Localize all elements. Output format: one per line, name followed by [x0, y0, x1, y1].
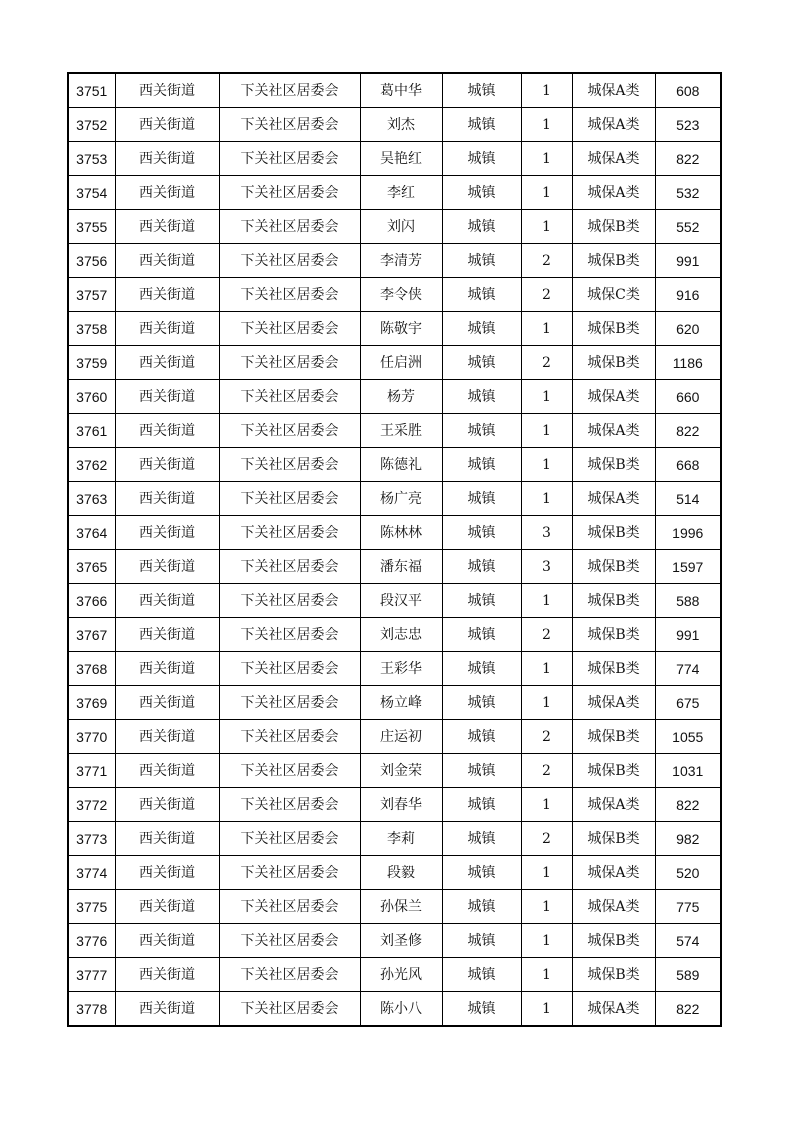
category-cell: 城保A类: [572, 142, 655, 176]
household-size-cell: 1: [521, 958, 572, 992]
category-cell: 城保B类: [572, 924, 655, 958]
amount-cell: 1186: [655, 346, 721, 380]
amount-cell: 982: [655, 822, 721, 856]
serial-number-cell: 3774: [68, 856, 115, 890]
name-cell: 王采胜: [360, 414, 442, 448]
subdistrict-cell: 西关街道: [115, 958, 219, 992]
amount-cell: 822: [655, 142, 721, 176]
serial-number-cell: 3766: [68, 584, 115, 618]
household-size-cell: 1: [521, 210, 572, 244]
benefit-roster-table: [67, 72, 722, 1027]
amount-cell: 520: [655, 856, 721, 890]
amount-cell: 660: [655, 380, 721, 414]
table-body: [68, 73, 721, 1026]
community-cell: 下关社区居委会: [219, 924, 360, 958]
household-size-cell: 2: [521, 278, 572, 312]
community-cell: 下关社区居委会: [219, 482, 360, 516]
table-row: [68, 992, 721, 1027]
community-cell: 下关社区居委会: [219, 788, 360, 822]
subdistrict-cell: 西关街道: [115, 482, 219, 516]
name-cell: 孙光风: [360, 958, 442, 992]
serial-number-cell: 3770: [68, 720, 115, 754]
residence-type-cell: 城镇: [442, 346, 521, 380]
category-cell: 城保B类: [572, 210, 655, 244]
name-cell: 陈德礼: [360, 448, 442, 482]
table-row: [68, 142, 721, 176]
amount-cell: 916: [655, 278, 721, 312]
name-cell: 李清芳: [360, 244, 442, 278]
residence-type-cell: 城镇: [442, 788, 521, 822]
category-cell: 城保B类: [572, 958, 655, 992]
name-cell: 刘闪: [360, 210, 442, 244]
table-row: [68, 346, 721, 380]
table-row: [68, 73, 721, 108]
category-cell: 城保A类: [572, 176, 655, 210]
table-row: [68, 312, 721, 346]
amount-cell: 608: [655, 73, 721, 108]
category-cell: 城保A类: [572, 856, 655, 890]
amount-cell: 822: [655, 992, 721, 1027]
name-cell: 杨芳: [360, 380, 442, 414]
category-cell: 城保A类: [572, 482, 655, 516]
amount-cell: 1597: [655, 550, 721, 584]
household-size-cell: 3: [521, 550, 572, 584]
category-cell: 城保B类: [572, 312, 655, 346]
name-cell: 孙保兰: [360, 890, 442, 924]
amount-cell: 668: [655, 448, 721, 482]
subdistrict-cell: 西关街道: [115, 720, 219, 754]
table-row: [68, 516, 721, 550]
household-size-cell: 1: [521, 73, 572, 108]
residence-type-cell: 城镇: [442, 516, 521, 550]
community-cell: 下关社区居委会: [219, 312, 360, 346]
subdistrict-cell: 西关街道: [115, 312, 219, 346]
subdistrict-cell: 西关街道: [115, 73, 219, 108]
serial-number-cell: 3755: [68, 210, 115, 244]
subdistrict-cell: 西关街道: [115, 210, 219, 244]
name-cell: 刘金荣: [360, 754, 442, 788]
subdistrict-cell: 西关街道: [115, 754, 219, 788]
category-cell: 城保B类: [572, 584, 655, 618]
serial-number-cell: 3769: [68, 686, 115, 720]
table-row: [68, 448, 721, 482]
community-cell: 下关社区居委会: [219, 992, 360, 1027]
household-size-cell: 1: [521, 788, 572, 822]
community-cell: 下关社区居委会: [219, 210, 360, 244]
table-row: [68, 856, 721, 890]
name-cell: 刘杰: [360, 108, 442, 142]
name-cell: 葛中华: [360, 73, 442, 108]
community-cell: 下关社区居委会: [219, 142, 360, 176]
name-cell: 刘春华: [360, 788, 442, 822]
name-cell: 李莉: [360, 822, 442, 856]
table-row: [68, 686, 721, 720]
serial-number-cell: 3767: [68, 618, 115, 652]
community-cell: 下关社区居委会: [219, 720, 360, 754]
category-cell: 城保B类: [572, 448, 655, 482]
residence-type-cell: 城镇: [442, 822, 521, 856]
name-cell: 庄运初: [360, 720, 442, 754]
name-cell: 陈林林: [360, 516, 442, 550]
residence-type-cell: 城镇: [442, 73, 521, 108]
residence-type-cell: 城镇: [442, 652, 521, 686]
residence-type-cell: 城镇: [442, 414, 521, 448]
residence-type-cell: 城镇: [442, 278, 521, 312]
household-size-cell: 1: [521, 924, 572, 958]
table-row: [68, 244, 721, 278]
subdistrict-cell: 西关街道: [115, 924, 219, 958]
table-row: [68, 720, 721, 754]
serial-number-cell: 3775: [68, 890, 115, 924]
table-row: [68, 958, 721, 992]
residence-type-cell: 城镇: [442, 550, 521, 584]
household-size-cell: 2: [521, 720, 572, 754]
subdistrict-cell: 西关街道: [115, 788, 219, 822]
subdistrict-cell: 西关街道: [115, 244, 219, 278]
table-row: [68, 652, 721, 686]
residence-type-cell: 城镇: [442, 482, 521, 516]
category-cell: 城保A类: [572, 992, 655, 1027]
table-row: [68, 618, 721, 652]
amount-cell: 574: [655, 924, 721, 958]
table-row: [68, 414, 721, 448]
community-cell: 下关社区居委会: [219, 686, 360, 720]
amount-cell: 822: [655, 414, 721, 448]
residence-type-cell: 城镇: [442, 380, 521, 414]
name-cell: 刘圣修: [360, 924, 442, 958]
name-cell: 陈小八: [360, 992, 442, 1027]
amount-cell: 675: [655, 686, 721, 720]
serial-number-cell: 3763: [68, 482, 115, 516]
residence-type-cell: 城镇: [442, 618, 521, 652]
household-size-cell: 1: [521, 890, 572, 924]
amount-cell: 532: [655, 176, 721, 210]
table-row: [68, 482, 721, 516]
residence-type-cell: 城镇: [442, 686, 521, 720]
community-cell: 下关社区居委会: [219, 652, 360, 686]
community-cell: 下关社区居委会: [219, 73, 360, 108]
table-row: [68, 754, 721, 788]
residence-type-cell: 城镇: [442, 210, 521, 244]
subdistrict-cell: 西关街道: [115, 380, 219, 414]
table-row: [68, 380, 721, 414]
serial-number-cell: 3764: [68, 516, 115, 550]
household-size-cell: 1: [521, 380, 572, 414]
serial-number-cell: 3751: [68, 73, 115, 108]
category-cell: 城保B类: [572, 754, 655, 788]
category-cell: 城保A类: [572, 108, 655, 142]
amount-cell: 775: [655, 890, 721, 924]
household-size-cell: 2: [521, 244, 572, 278]
subdistrict-cell: 西关街道: [115, 652, 219, 686]
residence-type-cell: 城镇: [442, 176, 521, 210]
household-size-cell: 1: [521, 652, 572, 686]
community-cell: 下关社区居委会: [219, 414, 360, 448]
subdistrict-cell: 西关街道: [115, 516, 219, 550]
category-cell: 城保B类: [572, 652, 655, 686]
residence-type-cell: 城镇: [442, 856, 521, 890]
subdistrict-cell: 西关街道: [115, 992, 219, 1027]
table-row: [68, 176, 721, 210]
subdistrict-cell: 西关街道: [115, 618, 219, 652]
table-row: [68, 550, 721, 584]
amount-cell: 620: [655, 312, 721, 346]
serial-number-cell: 3765: [68, 550, 115, 584]
residence-type-cell: 城镇: [442, 448, 521, 482]
category-cell: 城保B类: [572, 516, 655, 550]
subdistrict-cell: 西关街道: [115, 414, 219, 448]
table-row: [68, 788, 721, 822]
amount-cell: 514: [655, 482, 721, 516]
household-size-cell: 3: [521, 516, 572, 550]
serial-number-cell: 3762: [68, 448, 115, 482]
name-cell: 王彩华: [360, 652, 442, 686]
community-cell: 下关社区居委会: [219, 380, 360, 414]
community-cell: 下关社区居委会: [219, 584, 360, 618]
household-size-cell: 1: [521, 856, 572, 890]
amount-cell: 1055: [655, 720, 721, 754]
category-cell: 城保A类: [572, 890, 655, 924]
subdistrict-cell: 西关街道: [115, 856, 219, 890]
household-size-cell: 1: [521, 992, 572, 1027]
residence-type-cell: 城镇: [442, 720, 521, 754]
category-cell: 城保B类: [572, 822, 655, 856]
household-size-cell: 1: [521, 686, 572, 720]
community-cell: 下关社区居委会: [219, 958, 360, 992]
amount-cell: 774: [655, 652, 721, 686]
category-cell: 城保A类: [572, 686, 655, 720]
subdistrict-cell: 西关街道: [115, 822, 219, 856]
community-cell: 下关社区居委会: [219, 822, 360, 856]
community-cell: 下关社区居委会: [219, 754, 360, 788]
name-cell: 段毅: [360, 856, 442, 890]
subdistrict-cell: 西关街道: [115, 890, 219, 924]
name-cell: 李令侠: [360, 278, 442, 312]
category-cell: 城保A类: [572, 73, 655, 108]
community-cell: 下关社区居委会: [219, 176, 360, 210]
serial-number-cell: 3761: [68, 414, 115, 448]
residence-type-cell: 城镇: [442, 244, 521, 278]
residence-type-cell: 城镇: [442, 142, 521, 176]
amount-cell: 991: [655, 244, 721, 278]
serial-number-cell: 3768: [68, 652, 115, 686]
amount-cell: 991: [655, 618, 721, 652]
category-cell: 城保B类: [572, 550, 655, 584]
community-cell: 下关社区居委会: [219, 550, 360, 584]
household-size-cell: 1: [521, 312, 572, 346]
household-size-cell: 1: [521, 584, 572, 618]
name-cell: 吴艳红: [360, 142, 442, 176]
household-size-cell: 1: [521, 448, 572, 482]
serial-number-cell: 3771: [68, 754, 115, 788]
residence-type-cell: 城镇: [442, 958, 521, 992]
household-size-cell: 1: [521, 108, 572, 142]
household-size-cell: 2: [521, 346, 572, 380]
amount-cell: 552: [655, 210, 721, 244]
residence-type-cell: 城镇: [442, 924, 521, 958]
category-cell: 城保B类: [572, 346, 655, 380]
residence-type-cell: 城镇: [442, 584, 521, 618]
table-row: [68, 822, 721, 856]
subdistrict-cell: 西关街道: [115, 278, 219, 312]
community-cell: 下关社区居委会: [219, 516, 360, 550]
community-cell: 下关社区居委会: [219, 618, 360, 652]
serial-number-cell: 3760: [68, 380, 115, 414]
household-size-cell: 2: [521, 618, 572, 652]
name-cell: 杨立峰: [360, 686, 442, 720]
category-cell: 城保C类: [572, 278, 655, 312]
category-cell: 城保A类: [572, 788, 655, 822]
category-cell: 城保B类: [572, 618, 655, 652]
amount-cell: 588: [655, 584, 721, 618]
serial-number-cell: 3757: [68, 278, 115, 312]
subdistrict-cell: 西关街道: [115, 108, 219, 142]
community-cell: 下关社区居委会: [219, 346, 360, 380]
category-cell: 城保B类: [572, 720, 655, 754]
household-size-cell: 2: [521, 822, 572, 856]
community-cell: 下关社区居委会: [219, 244, 360, 278]
table-row: [68, 278, 721, 312]
category-cell: 城保B类: [572, 244, 655, 278]
serial-number-cell: 3756: [68, 244, 115, 278]
name-cell: 潘东福: [360, 550, 442, 584]
residence-type-cell: 城镇: [442, 754, 521, 788]
amount-cell: 822: [655, 788, 721, 822]
amount-cell: 1031: [655, 754, 721, 788]
serial-number-cell: 3753: [68, 142, 115, 176]
table-row: [68, 108, 721, 142]
household-size-cell: 1: [521, 142, 572, 176]
serial-number-cell: 3778: [68, 992, 115, 1027]
table-row: [68, 890, 721, 924]
name-cell: 李红: [360, 176, 442, 210]
residence-type-cell: 城镇: [442, 992, 521, 1027]
name-cell: 杨广亮: [360, 482, 442, 516]
table-row: [68, 210, 721, 244]
amount-cell: 589: [655, 958, 721, 992]
household-size-cell: 2: [521, 754, 572, 788]
serial-number-cell: 3776: [68, 924, 115, 958]
serial-number-cell: 3773: [68, 822, 115, 856]
serial-number-cell: 3752: [68, 108, 115, 142]
community-cell: 下关社区居委会: [219, 278, 360, 312]
name-cell: 陈敬宇: [360, 312, 442, 346]
name-cell: 任启洲: [360, 346, 442, 380]
subdistrict-cell: 西关街道: [115, 550, 219, 584]
category-cell: 城保A类: [572, 414, 655, 448]
residence-type-cell: 城镇: [442, 108, 521, 142]
amount-cell: 1996: [655, 516, 721, 550]
residence-type-cell: 城镇: [442, 890, 521, 924]
serial-number-cell: 3754: [68, 176, 115, 210]
community-cell: 下关社区居委会: [219, 108, 360, 142]
subdistrict-cell: 西关街道: [115, 686, 219, 720]
table-row: [68, 924, 721, 958]
residence-type-cell: 城镇: [442, 312, 521, 346]
household-size-cell: 1: [521, 482, 572, 516]
community-cell: 下关社区居委会: [219, 448, 360, 482]
serial-number-cell: 3772: [68, 788, 115, 822]
subdistrict-cell: 西关街道: [115, 448, 219, 482]
serial-number-cell: 3758: [68, 312, 115, 346]
table-row: [68, 584, 721, 618]
household-size-cell: 1: [521, 414, 572, 448]
category-cell: 城保A类: [572, 380, 655, 414]
household-size-cell: 1: [521, 176, 572, 210]
subdistrict-cell: 西关街道: [115, 584, 219, 618]
community-cell: 下关社区居委会: [219, 856, 360, 890]
subdistrict-cell: 西关街道: [115, 346, 219, 380]
subdistrict-cell: 西关街道: [115, 176, 219, 210]
community-cell: 下关社区居委会: [219, 890, 360, 924]
amount-cell: 523: [655, 108, 721, 142]
serial-number-cell: 3777: [68, 958, 115, 992]
name-cell: 段汉平: [360, 584, 442, 618]
name-cell: 刘志忠: [360, 618, 442, 652]
subdistrict-cell: 西关街道: [115, 142, 219, 176]
serial-number-cell: 3759: [68, 346, 115, 380]
